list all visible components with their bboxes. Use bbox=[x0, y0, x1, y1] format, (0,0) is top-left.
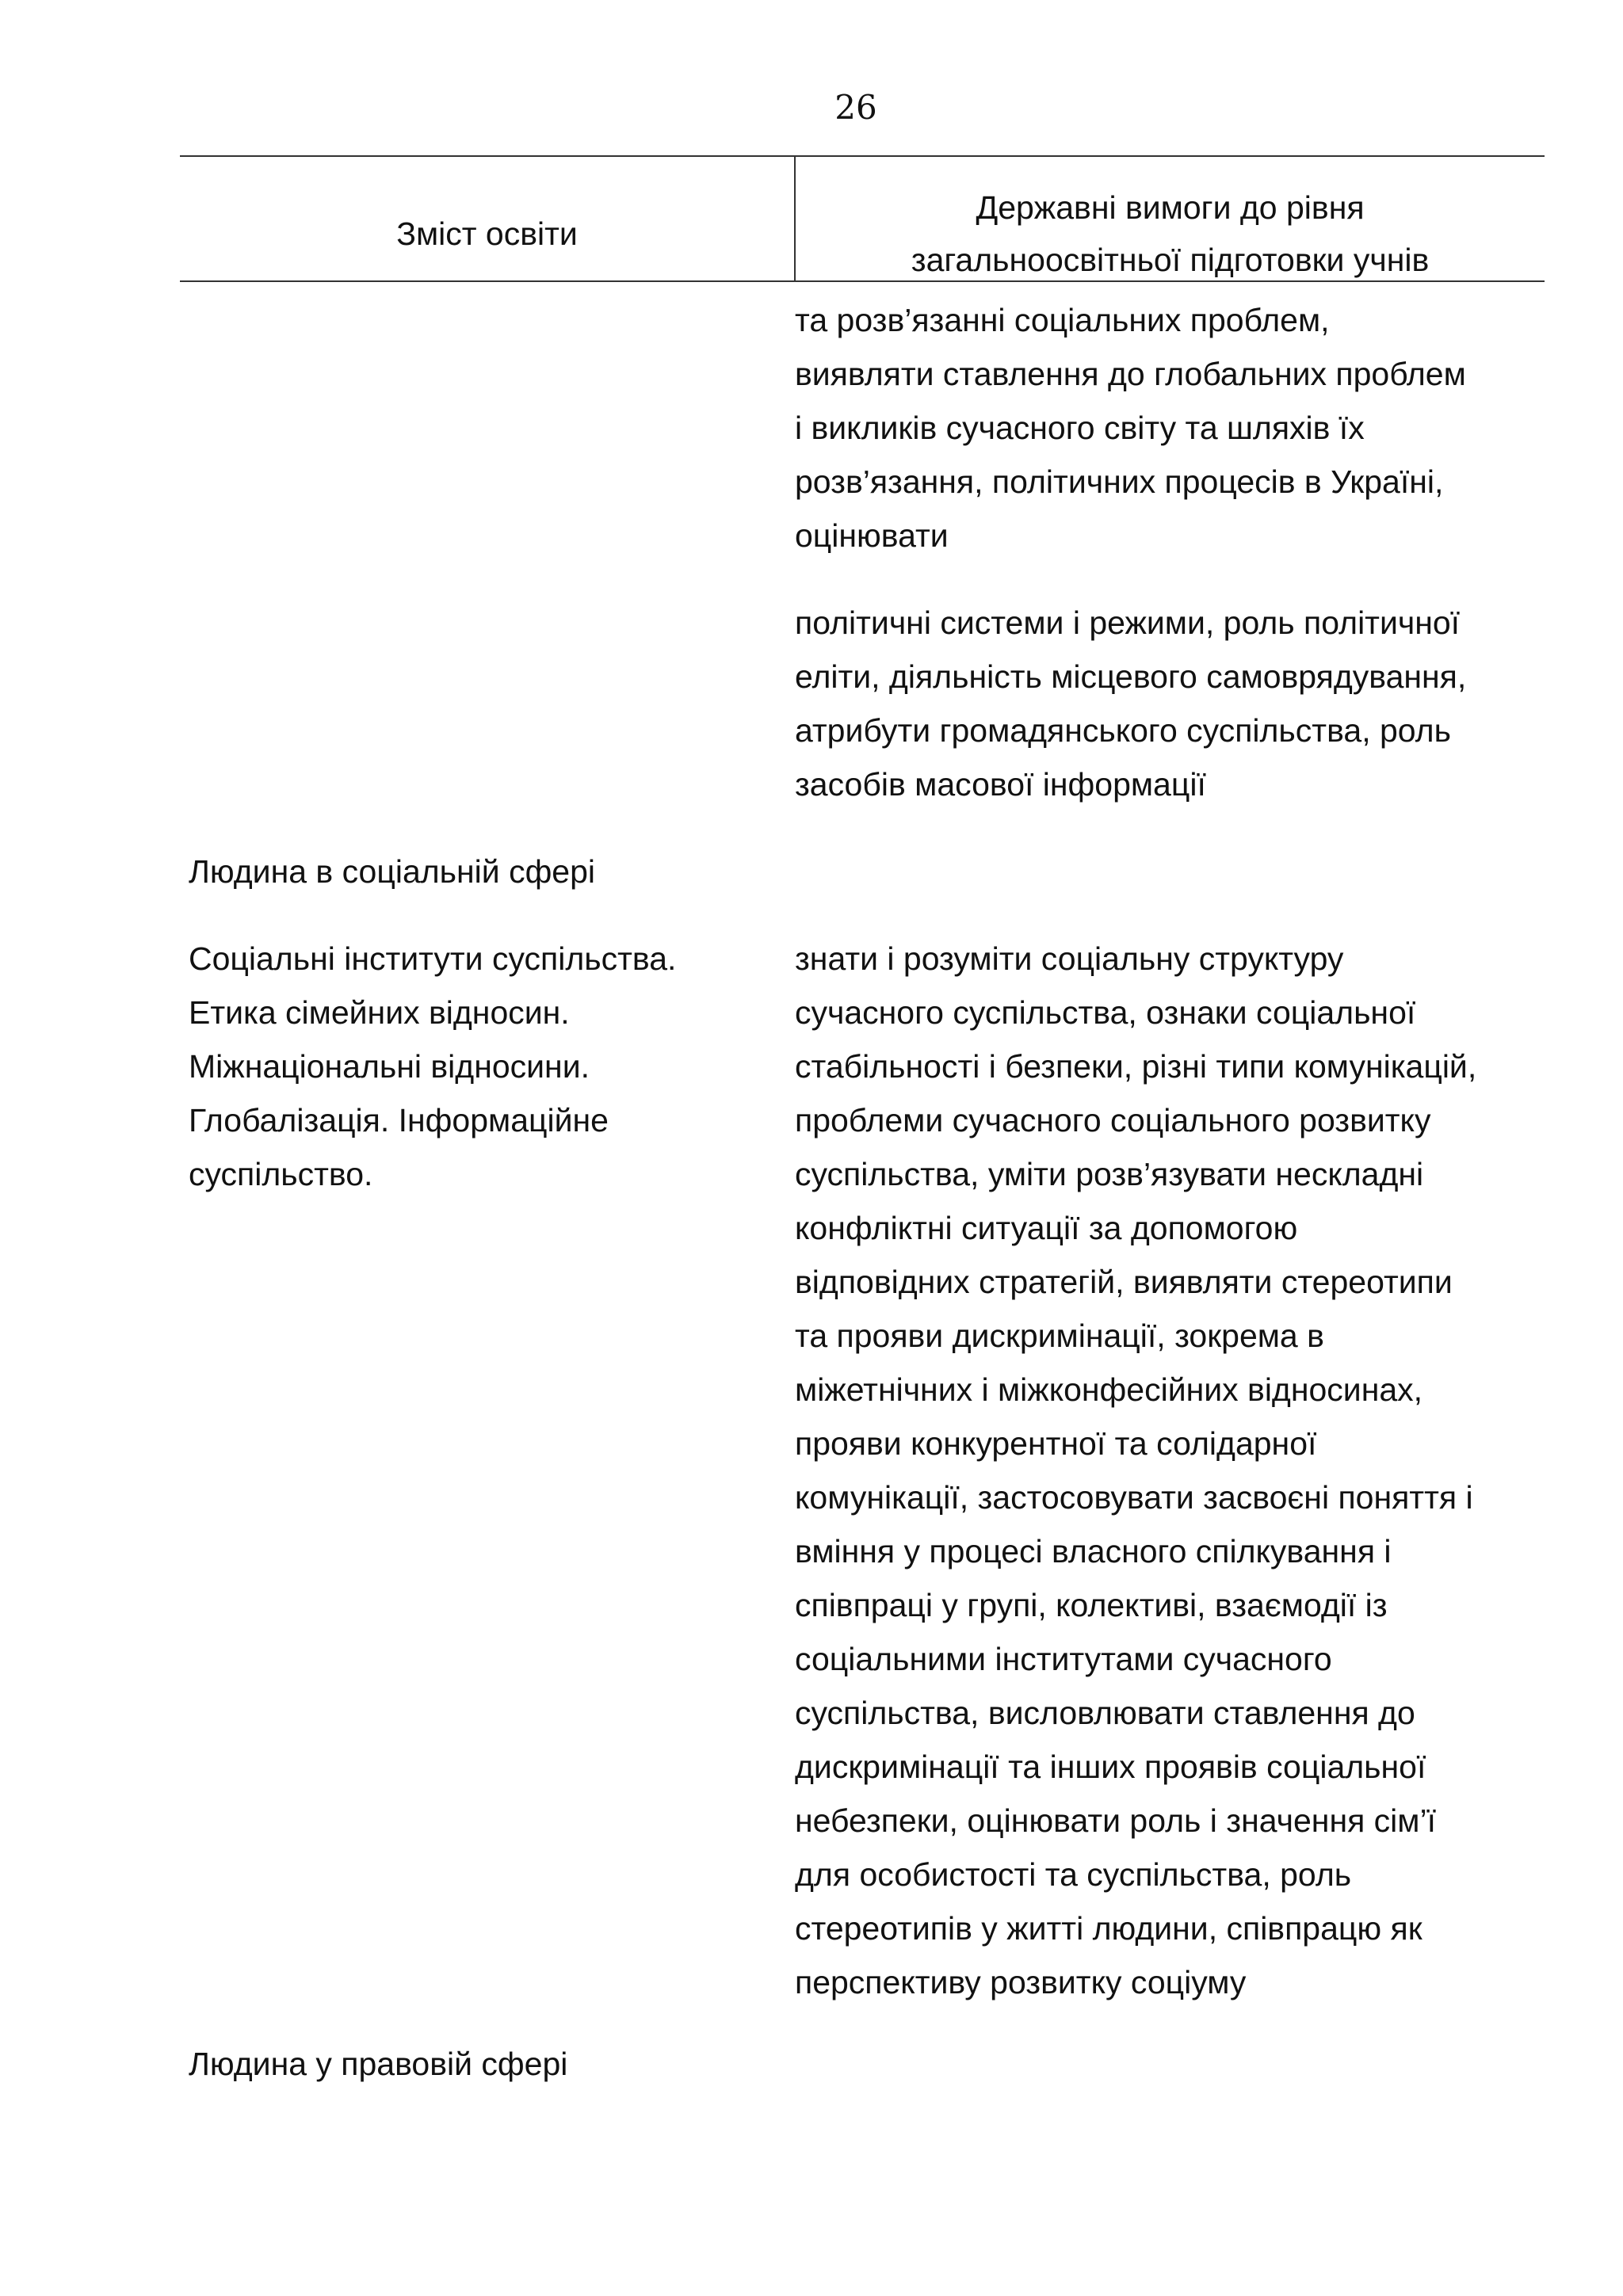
column-header-content: Зміст освіти bbox=[396, 215, 578, 252]
content-social-sphere: Соціальні інститути суспільства. Етика сімейних відносин. Міжнаціональні відносини. Глобалізація. Інформаційне суспільство. bbox=[189, 940, 677, 1192]
section-title-social-sphere: Людина в соціальній сфері bbox=[189, 853, 596, 890]
requirements-social-sphere: знати і розуміти соціальну структуру сучасного суспільства, ознаки соціальної стабільності і безпеки, різні типи комунікацій, проблеми сучасного соціального розвитку суспільства, уміти розв’язувати нескладні конфліктні ситуації за допомогою відповідних стратегій, виявляти стереотипи та прояви дискримінації, зокрема в міжетнічних і міжконфесійних відносинах, прояви конкурентної та солідарної комунікації, застосовувати засвоєні поняття і вміння у процесі власного спілкування і співпраці у групі, колективі, взаємодії із соціальними інститутами сучасного суспільства, висловлювати ставлення до дискримінації та інших проявів соціальної небезпеки, оцінювати роль і значення сім’ї для особистості та суспільства, роль стереотипів у житті людини, співпрацю як перспективу розвитку соціуму bbox=[795, 940, 1477, 2000]
page-number: 26 bbox=[834, 88, 877, 127]
table-top-rule bbox=[180, 155, 1545, 157]
section-title-legal-sphere: Людина у правовій сфері bbox=[189, 2046, 568, 2082]
column-header-requirements: Державні вимоги до рівня загальноосвітньої підготовки учнів bbox=[911, 189, 1430, 278]
requirements-continued-part-1: та розв’язанні соціальних проблем, виявляти ставлення до глобальних проблем і викликів сучасного світу та шляхів їх розв’язання, політичних процесів в Україні, оцінювати bbox=[795, 302, 1466, 554]
requirements-continued-part-2: політичні системи і режими, роль політичної еліти, діяльність місцевого самоврядування, атрибути громадянського суспільства, роль засобів масової інформації bbox=[795, 605, 1467, 803]
